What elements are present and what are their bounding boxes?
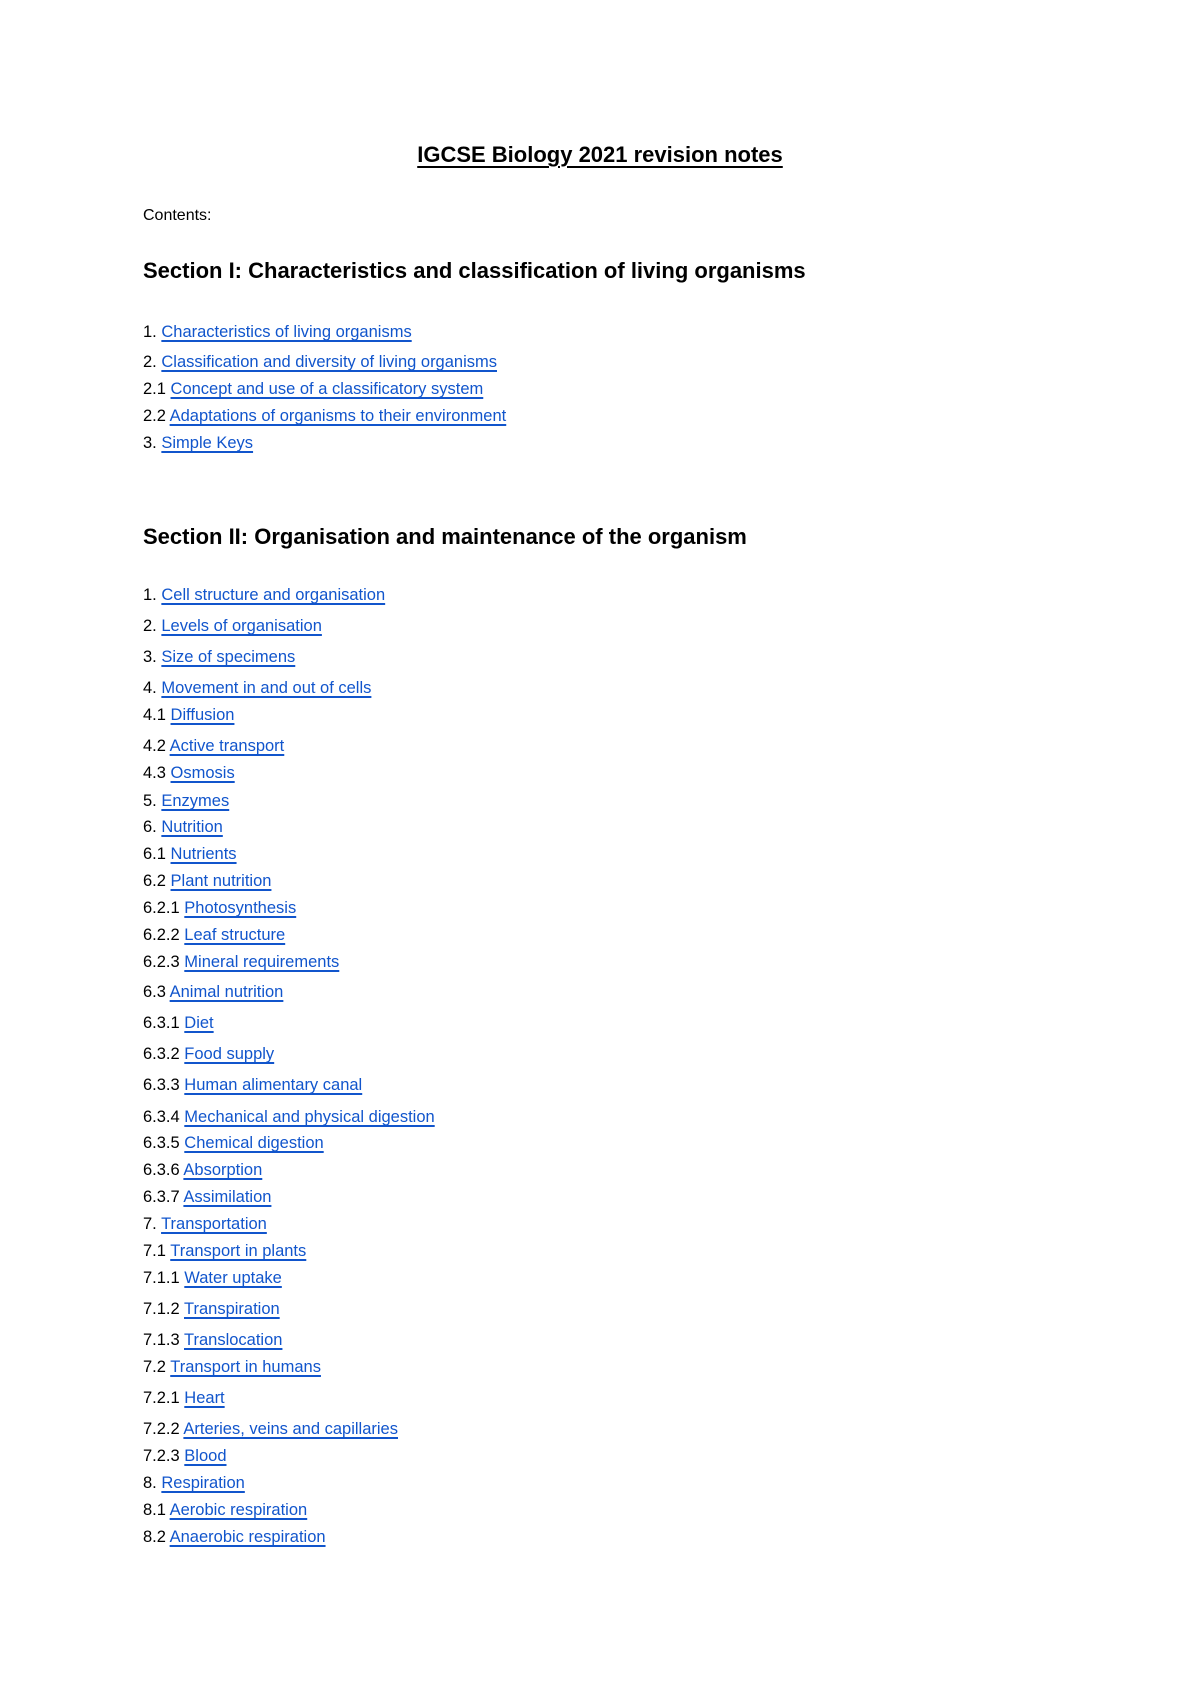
toc-entry	[143, 1529, 326, 1546]
toc-entry	[143, 1189, 271, 1206]
toc-link[interactable]: Osmosis	[170, 764, 235, 782]
toc-entry	[143, 1421, 398, 1438]
toc-entry-number: 4.2	[143, 737, 166, 755]
toc-link[interactable]: Animal nutrition	[169, 983, 284, 1001]
toc-entry-number: 7.1.1	[143, 1269, 180, 1287]
toc-entry-number: 7.	[143, 1215, 157, 1233]
toc-entry	[143, 618, 322, 635]
toc-link[interactable]: Mechanical and physical digestion	[184, 1108, 435, 1126]
toc-entry	[143, 587, 385, 604]
toc-entry-number: 6.2.1	[143, 899, 180, 917]
toc-entry-number: 7.1.3	[143, 1331, 180, 1349]
contents-label: Contents:	[143, 207, 212, 224]
toc-entry-number: 1.	[143, 323, 157, 341]
toc-entry-number: 6.3.3	[143, 1076, 180, 1094]
toc-entry	[143, 1390, 225, 1407]
toc-link[interactable]: Nutrition	[161, 818, 223, 836]
toc-entry-number: 6.3	[143, 983, 166, 1001]
toc-link[interactable]: Active transport	[169, 737, 285, 755]
toc-entry-number: 6.3.2	[143, 1045, 180, 1063]
toc-link[interactable]: Diffusion	[170, 706, 235, 724]
toc-link[interactable]: Simple Keys	[161, 434, 254, 452]
toc-entry-number: 6.2.2	[143, 926, 180, 944]
toc-link[interactable]: Photosynthesis	[184, 899, 297, 917]
document-title	[0, 144, 1200, 166]
toc-link[interactable]: Anaerobic respiration	[169, 1528, 326, 1546]
toc-entry-number: 6.3.1	[143, 1014, 180, 1032]
toc-entry	[143, 873, 271, 890]
toc-entry-number: 4.1	[143, 706, 166, 724]
toc-entry-number: 6.2.3	[143, 953, 180, 971]
toc-link[interactable]: Respiration	[161, 1474, 245, 1492]
toc-entry-number: 6.2	[143, 872, 166, 890]
toc-entry	[143, 1502, 307, 1519]
toc-entry-number: 6.1	[143, 845, 166, 863]
toc-entry	[143, 1216, 267, 1233]
toc-link[interactable]: Concept and use of a classificatory system	[170, 380, 484, 398]
toc-link[interactable]: Arteries, veins and capillaries	[183, 1420, 398, 1438]
section-heading-2: Section II: Organisation and maintenance of the organism	[143, 524, 747, 549]
toc-entry-number: 6.	[143, 818, 157, 836]
toc-link[interactable]: Movement in and out of cells	[161, 679, 372, 697]
toc-entry-number: 3.	[143, 434, 157, 452]
toc-entry-number: 4.3	[143, 764, 166, 782]
toc-entry	[143, 1109, 435, 1126]
toc-entry-number: 2.	[143, 353, 157, 371]
toc-entry-number: 1.	[143, 586, 157, 604]
toc-entry-number: 2.	[143, 617, 157, 635]
toc-entry	[143, 819, 223, 836]
toc-entry	[143, 435, 253, 452]
toc-entry	[143, 381, 483, 398]
toc-entry-number: 6.3.4	[143, 1108, 180, 1126]
toc-entry-number: 8.1	[143, 1501, 166, 1519]
toc-link[interactable]: Nutrients	[170, 845, 237, 863]
toc-entry-number: 8.2	[143, 1528, 166, 1546]
toc-entry	[143, 649, 295, 666]
toc-entry	[143, 354, 497, 371]
toc-entry-number: 4.	[143, 679, 157, 697]
toc-entry-number: 7.1	[143, 1242, 166, 1260]
toc-link[interactable]: Transport in humans	[170, 1358, 321, 1376]
toc-link[interactable]: Water uptake	[184, 1269, 282, 1287]
toc-entry-number: 7.2.2	[143, 1420, 180, 1438]
toc-entry	[143, 793, 229, 810]
toc-entry-number: 6.3.5	[143, 1134, 180, 1152]
toc-entry	[143, 1270, 282, 1287]
toc-entry	[143, 408, 506, 425]
toc-link[interactable]: Transportation	[161, 1215, 267, 1233]
toc-entry	[143, 927, 285, 944]
toc-entry	[143, 900, 296, 917]
toc-entry	[143, 1475, 245, 1492]
toc-entry-number: 2.1	[143, 380, 166, 398]
toc-link[interactable]: Transport in plants	[170, 1242, 307, 1260]
toc-link[interactable]: Human alimentary canal	[184, 1076, 363, 1094]
toc-link[interactable]: Transpiration	[184, 1300, 280, 1318]
toc-entry	[143, 1162, 262, 1179]
toc-link[interactable]: Leaf structure	[184, 926, 286, 944]
toc-link[interactable]: Adaptations of organisms to their environment	[169, 407, 507, 425]
toc-entry	[143, 1359, 321, 1376]
toc-entry	[143, 1077, 362, 1094]
toc-entry-number: 6.3.6	[143, 1161, 180, 1179]
toc-entry	[143, 1332, 282, 1349]
toc-entry	[143, 707, 234, 724]
toc-entry	[143, 1243, 306, 1260]
toc-entry	[143, 1046, 274, 1063]
toc-entry	[143, 324, 412, 341]
toc-entry-number: 7.2	[143, 1358, 166, 1376]
toc-link[interactable]: Classification and diversity of living organisms	[161, 353, 497, 371]
toc-link[interactable]: Size of specimens	[161, 648, 296, 666]
toc-entry-number: 8.	[143, 1474, 157, 1492]
toc-link[interactable]: Chemical digestion	[184, 1134, 324, 1152]
toc-entry	[143, 1135, 324, 1152]
toc-entry	[143, 765, 235, 782]
toc-entry-number: 7.1.2	[143, 1300, 180, 1318]
toc-entry	[143, 1301, 280, 1318]
toc-entry-number: 2.2	[143, 407, 166, 425]
toc-link[interactable]: Absorption	[183, 1161, 263, 1179]
toc-link[interactable]: Mineral requirements	[184, 953, 340, 971]
toc-link[interactable]: Aerobic respiration	[169, 1501, 308, 1519]
toc-link[interactable]: Heart	[184, 1389, 225, 1407]
toc-link[interactable]: Diet	[184, 1014, 214, 1032]
toc-entry	[143, 846, 237, 863]
toc-entry	[143, 984, 283, 1001]
toc-link[interactable]: Characteristics of living organisms	[161, 323, 412, 341]
toc-link[interactable]: Plant nutrition	[170, 872, 272, 890]
toc-entry	[143, 738, 284, 755]
toc-entry-number: 6.3.7	[143, 1188, 180, 1206]
toc-entry-number: 7.2.3	[143, 1447, 180, 1465]
toc-link[interactable]: Translocation	[184, 1331, 283, 1349]
toc-link[interactable]: Assimilation	[183, 1188, 272, 1206]
toc-link[interactable]: Blood	[184, 1447, 227, 1465]
document-title-text: IGCSE Biology 2021 revision notes	[417, 142, 783, 167]
toc-entry	[143, 680, 371, 697]
toc-link[interactable]: Cell structure and organisation	[161, 586, 386, 604]
toc-link[interactable]: Enzymes	[161, 792, 230, 810]
toc-entry-number: 3.	[143, 648, 157, 666]
toc-link[interactable]: Levels of organisation	[161, 617, 322, 635]
toc-entry	[143, 954, 339, 971]
toc-link[interactable]: Food supply	[184, 1045, 275, 1063]
toc-entry	[143, 1448, 227, 1465]
toc-entry	[143, 1015, 214, 1032]
toc-entry-number: 7.2.1	[143, 1389, 180, 1407]
section-heading-1: Section I: Characteristics and classification of living organisms	[143, 258, 806, 283]
toc-entry-number: 5.	[143, 792, 157, 810]
